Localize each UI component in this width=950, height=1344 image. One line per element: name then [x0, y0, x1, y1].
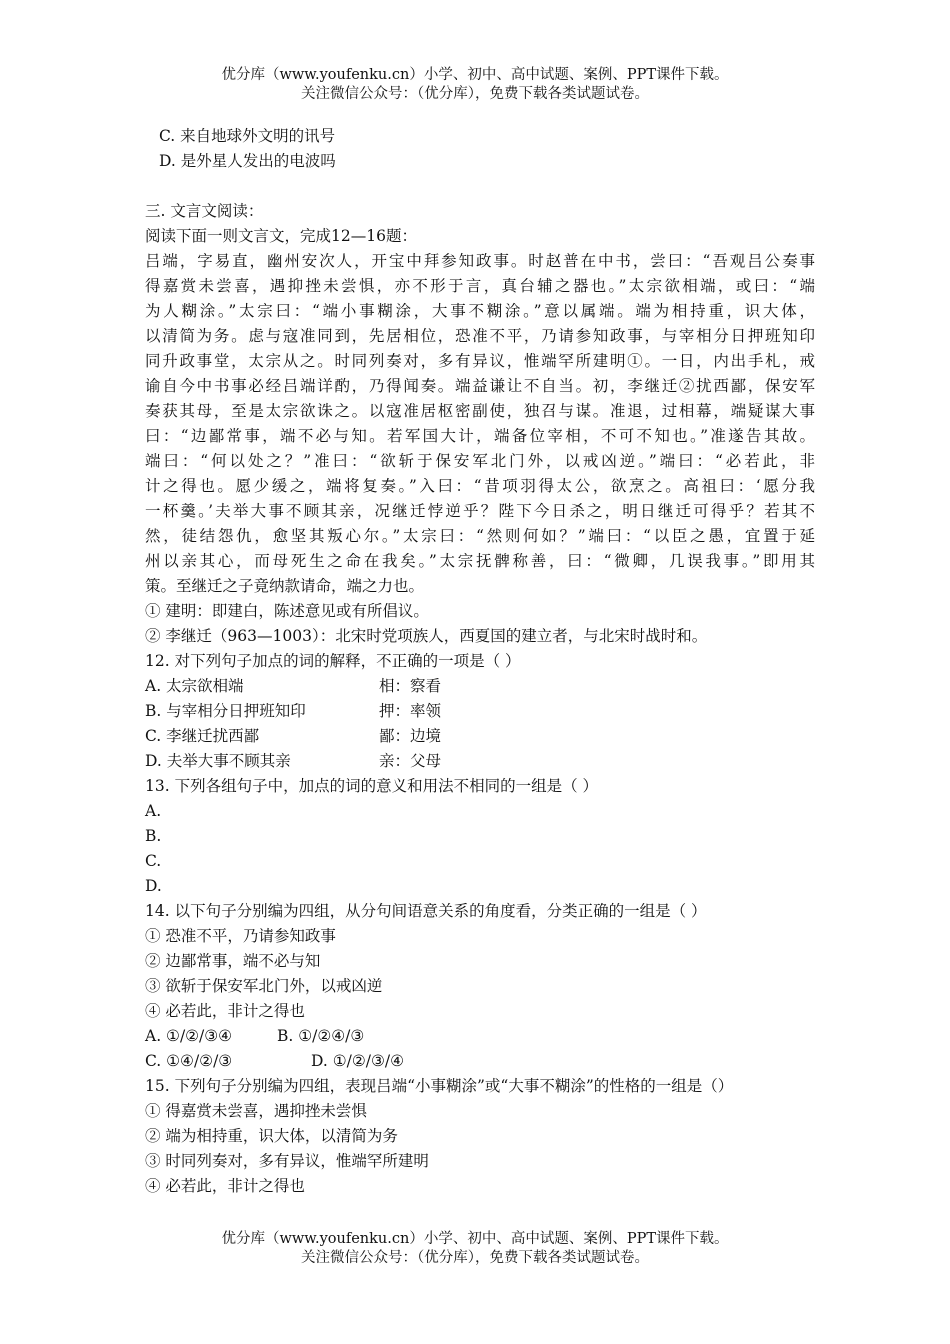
q12-option-c — [145, 724, 815, 749]
passage-line: 吕端，字易直，幽州安次人，开宝中拜参知政事。时赵普在中书，尝曰：“吾观吕公奏事 — [145, 252, 815, 270]
q12-stem: 12. 对下列句子加点的词的解释，不正确的一项是（ ） — [145, 652, 521, 670]
q12-option-a — [145, 674, 815, 699]
q12-option-d — [145, 749, 815, 774]
passage-line: 谕自今中书事必经吕端详酌，乃得闻奏。端益谦让不自当。初，李继迁②扰西鄙，保安军 — [145, 377, 815, 395]
page-header — [0, 66, 950, 104]
q12-option-gloss: 亲：父母 — [379, 752, 442, 770]
q14-option-a: A. ①/②/③④ — [145, 1027, 233, 1045]
q14-options-cd — [145, 1049, 815, 1074]
q15-item-2: ② 端为相持重，识大体，以清简为务 — [145, 1127, 398, 1145]
q14-option-c: C. ①④/②/③ — [145, 1052, 233, 1070]
q13-option-a: A. — [145, 802, 162, 820]
q14-item-4: ④ 必若此，非计之得也 — [145, 1002, 305, 1020]
question-15 — [145, 1074, 815, 1199]
page-body — [145, 124, 815, 1199]
passage-line: 同升政事堂，太宗从之。时同列奏对，多有异议，惟端罕所建明①。一日，内出手札，戒 — [145, 352, 815, 370]
passage-line: 奏获其母，至是太宗欲诛之。以寇准居枢密副使，独召与谋。准退，过相幕，端疑谋大事 — [145, 402, 815, 420]
q14-options-ab — [145, 1024, 815, 1049]
q12-option-b — [145, 699, 815, 724]
q14-option-b: B. ①/②④/③ — [277, 1027, 365, 1045]
q13-stem: 13. 下列各组句子中，加点的词的意义和用法不相同的一组是（ ） — [145, 777, 599, 795]
q13-option-d: D. — [145, 877, 162, 895]
prev-option-c: C. 来自地球外文明的讯号 — [159, 127, 336, 145]
q15-stem: 15. 下列句子分别编为四组，表现吕端“小事糊涂”或“大事不糊涂”的性格的一组是（） — [145, 1077, 734, 1095]
q12-option-sentence: A. 太宗欲相端 — [145, 677, 244, 695]
q14-option-d: D. ①/②/③/④ — [311, 1052, 404, 1070]
q15-item-4: ④ 必若此，非计之得也 — [145, 1177, 305, 1195]
note-1: ① 建明：即建白，陈述意见或有所倡议。 — [145, 602, 429, 620]
q14-stem: 14. 以下句子分别编为四组，从分句间语意关系的角度看，分类正确的一组是（ ） — [145, 902, 707, 920]
q12-option-gloss: 相：察看 — [379, 677, 442, 695]
question-14 — [145, 899, 815, 1074]
page-footer — [0, 1230, 950, 1268]
footer-line-2: 关注微信公众号：（优分库），免费下载各类试题试卷。 — [301, 1250, 649, 1266]
q12-option-gloss: 押：率领 — [379, 702, 442, 720]
passage-line: 得嘉赏未尝喜，遇抑挫未尝惧，亦不形于言，真台辅之器也。”太宗欲相端，或曰：“端 — [145, 277, 815, 295]
q13-option-c: C. — [145, 852, 162, 870]
header-line-1: 优分库（www.youfenku.cn）小学、初中、高中试题、案例、PPT课件下载。 — [221, 67, 729, 83]
passage-line: 以清简为务。虑与寇准同到，先居相位，恐准不平，乃请参知政事，与宰相分日押班知印 — [145, 327, 815, 345]
q15-item-1: ① 得嘉赏未尝喜，遇抑挫未尝惧 — [145, 1102, 367, 1120]
footer-line-1: 优分库（www.youfenku.cn）小学、初中、高中试题、案例、PPT课件下载。 — [221, 1231, 729, 1247]
q12-option-sentence: B. 与宰相分日押班知印 — [145, 702, 306, 720]
q12-option-gloss: 鄙：边境 — [379, 727, 442, 745]
spacer — [145, 174, 815, 199]
passage-line: 为人糊涂。”太宗曰：“端小事糊涂，大事不糊涂。”意以属端。端为相持重，识大体， — [145, 302, 815, 320]
passage — [145, 249, 815, 599]
passage-line: 州以亲其心，而母死生之命在我矣。”太宗抚髀称善，曰：“微卿，几误我事。”即用其 — [145, 552, 815, 570]
question-12 — [145, 649, 815, 774]
section-title: 三. 文言文阅读： — [145, 202, 264, 220]
passage-line: 端曰：“何以处之？”准曰：“欲斩于保安军北门外，以戒凶逆。”端曰：“必若此，非 — [145, 452, 815, 470]
passage-line: 然，徒结怨仇，愈坚其叛心尔。”太宗曰：“然则何如？”端曰：“以臣之愚，宜置于延 — [145, 527, 815, 545]
prev-option-d: D. 是外星人发出的电波吗 — [159, 152, 336, 170]
q12-option-sentence: D. 夫举大事不顾其亲 — [145, 752, 291, 770]
note-2: ② 李继迁（963—1003）：北宋时党项族人，西夏国的建立者，与北宋时战时和。 — [145, 627, 708, 645]
q14-item-3: ③ 欲斩于保安军北门外，以戒凶逆 — [145, 977, 383, 995]
q15-item-3: ③ 时同列奏对，多有异议，惟端罕所建明 — [145, 1152, 429, 1170]
q13-option-b: B. — [145, 827, 162, 845]
passage-line: 策。至继迁之子竟纳款请命，端之力也。 — [145, 577, 425, 595]
q14-item-1: ① 恐准不平，乃请参知政事 — [145, 927, 336, 945]
q12-option-sentence: C. 李继迁扰西鄙 — [145, 727, 260, 745]
passage-line: 计之得也。愿少缓之，端将复奏。”入曰：“昔项羽得太公，欲烹之。高祖曰：‘愿分我 — [145, 477, 815, 495]
header-line-2: 关注微信公众号：（优分库），免费下载各类试题试卷。 — [301, 86, 649, 102]
passage-line: 一杯羹。’夫举大事不顾其亲，况继迁悖逆乎？陛下今日杀之，明日继迁可得乎？若其不 — [145, 502, 815, 520]
question-13 — [145, 774, 815, 899]
q14-item-2: ② 边鄙常事，端不必与知 — [145, 952, 321, 970]
passage-line: 曰：“边鄙常事，端不必与知。若军国大计，端备位宰相，不可不知也。”准遂告其故。 — [145, 427, 815, 445]
instruction: 阅读下面一则文言文，完成12—16题： — [145, 227, 417, 245]
